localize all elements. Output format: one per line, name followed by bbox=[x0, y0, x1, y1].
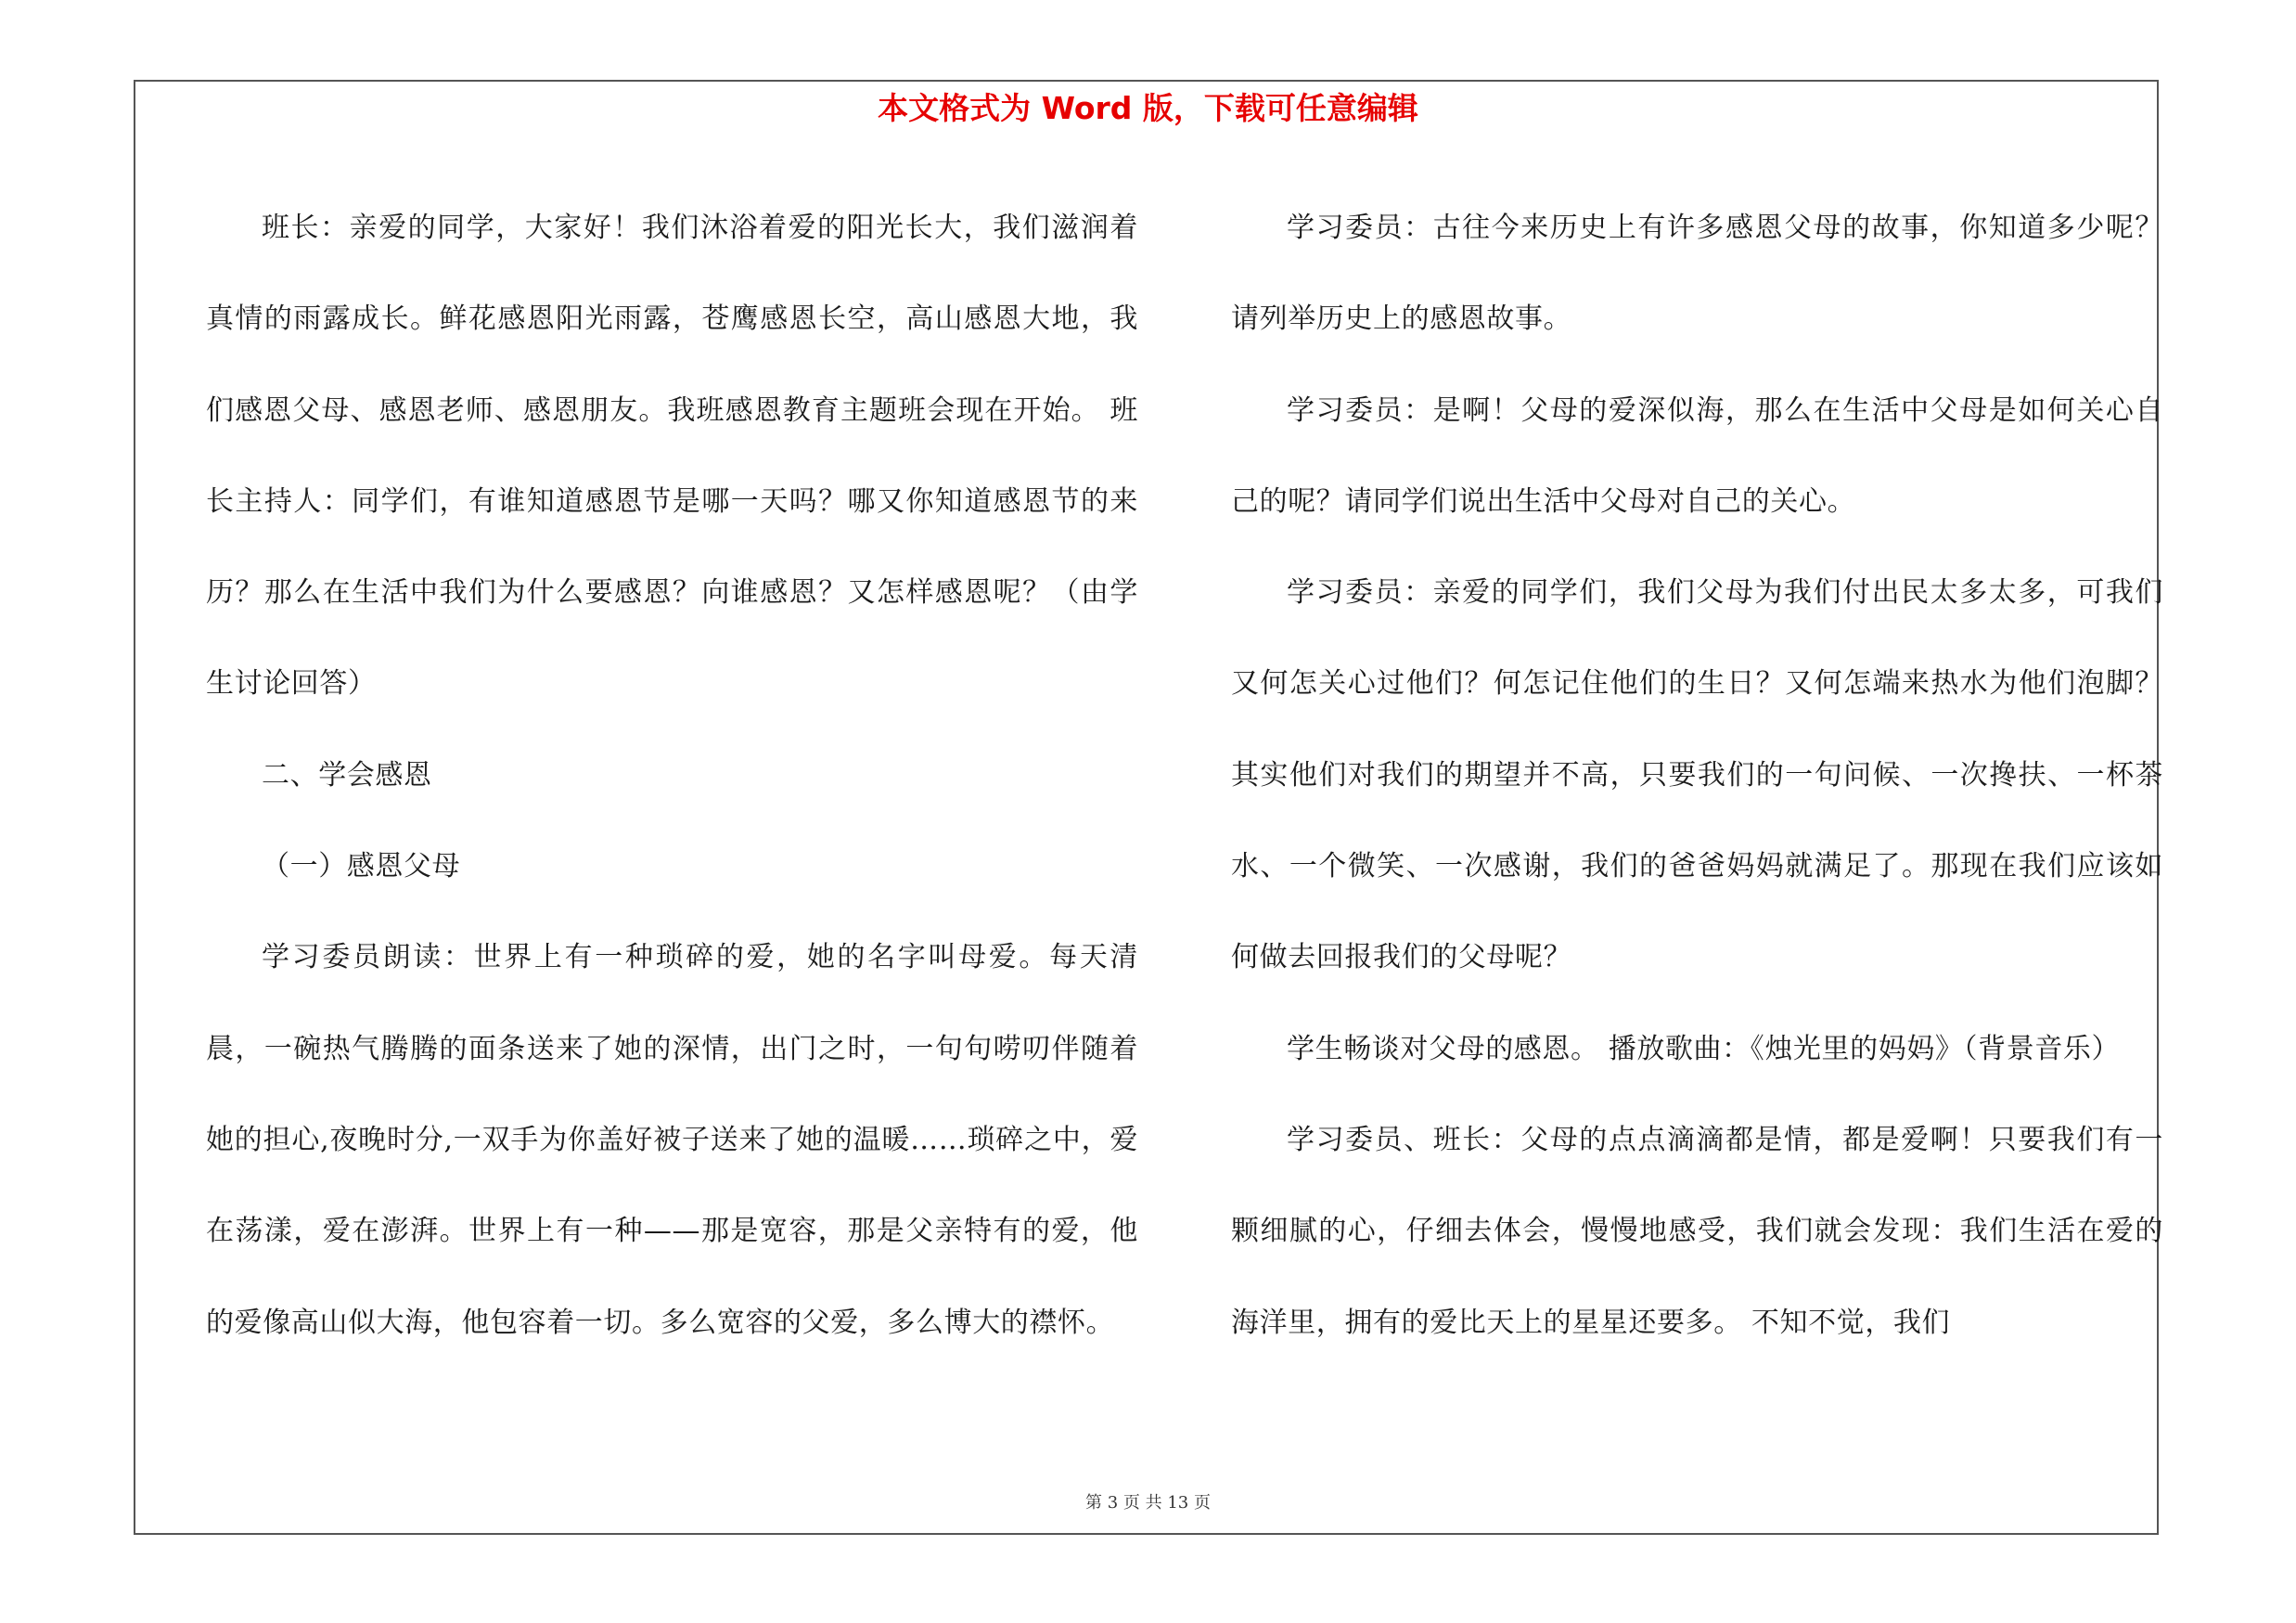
paragraph: 学生畅谈对父母的感恩。 播放歌曲：《烛光里的妈妈》（背景音乐） bbox=[1287, 1032, 2121, 1065]
paragraph: 学习委员：古往今来历史上有许多感恩父母的故事，你知道多少呢？请列举历史上的感恩故事。 bbox=[1231, 212, 2163, 336]
subsection-heading: （一）感恩父母 bbox=[262, 850, 461, 883]
format-banner: 本文格式为 Word 版，下载可任意编辑 bbox=[878, 90, 1418, 126]
paragraph: 班长：亲爱的同学，大家好！我们沐浴着爱的阳光长大，我们滋润着真情的雨露成长。鲜花感恩阳光雨露，苍鹰感恩长空，高山感恩大地，我们感恩父母、感恩老师、感恩朋友。我班感恩教育主题班会现在开始。 班长主持人：同学们，有谁知道感恩节是哪一天吗？哪又你知道感恩节的来历？那么在生活中我们为什么要感恩？向谁感恩？又怎样感恩呢？（由学生讨论回答） bbox=[206, 212, 1138, 701]
left-column bbox=[206, 183, 1138, 1369]
paragraph: 学习委员：是啊！父母的爱深似海，那么在生活中父母是如何关心自己的呢？请同学们说出生活中父母对自己的关心。 bbox=[1231, 393, 2163, 518]
right-column bbox=[1231, 183, 2163, 1369]
page-number: 第 3 页 共 13 页 bbox=[1085, 1493, 1211, 1513]
section-heading: 二、学会感恩 bbox=[262, 758, 432, 792]
paragraph: 学习委员朗读：世界上有一种琐碎的爱，她的名字叫母爱。每天清晨，一碗热气腾腾的面条送来了她的深情，出门之时，一句句唠叨伴随着她的担心,夜晚时分,一双手为你盖好被子送来了她的温暖……琐碎之中，爱在荡漾，爱在澎湃。世界上有一种——那是宽容，那是父亲特有的爱，他的爱像高山似大海，他包容着一切。多么宽容的父爱，多么博大的襟怀。 bbox=[206, 941, 1138, 1339]
paragraph: 学习委员：亲爱的同学们，我们父母为我们付出民太多太多，可我们又何怎关心过他们？何怎记住他们的生日？又何怎端来热水为他们泡脚？其实他们对我们的期望并不高，只要我们的一句问候、一次搀扶、一杯茶水、一个微笑、一次感谢，我们的爸爸妈妈就满足了。那现在我们应该如何做去回报我们的父母呢？ bbox=[1231, 576, 2163, 974]
paragraph: 学习委员、班长：父母的点点滴滴都是情，都是爱啊！只要我们有一颗细腻的心，仔细去体会，慢慢地感受，我们就会发现：我们生活在爱的海洋里，拥有的爱比天上的星星还要多。 不知不觉，我们 bbox=[1231, 1123, 2163, 1339]
